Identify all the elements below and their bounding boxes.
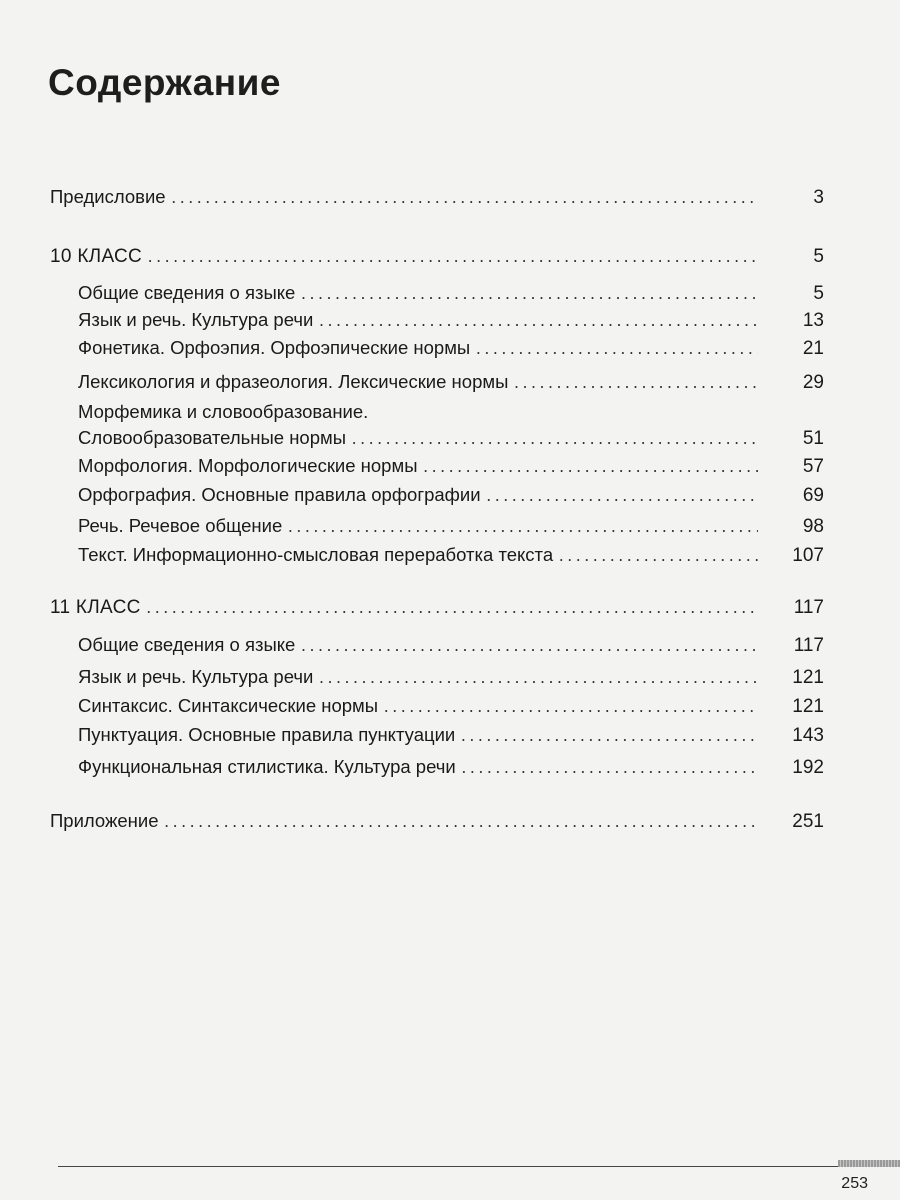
toc-entry-label: Язык и речь. Культура речи	[78, 309, 314, 330]
toc-entry-page: 251	[792, 811, 824, 832]
dot-leader	[301, 634, 758, 658]
toc-entry[interactable]	[78, 281, 824, 306]
toc-entry[interactable]	[78, 483, 824, 508]
toc-entry-page: 5	[813, 246, 824, 267]
toc-entry-label: Общие сведения о языке	[78, 634, 296, 655]
toc-entry-page: 121	[792, 667, 824, 688]
page-number: 253	[841, 1175, 868, 1192]
dot-leader	[165, 810, 758, 834]
dot-leader	[462, 756, 758, 780]
toc-entry-page: 21	[802, 338, 824, 359]
toc-entry[interactable]	[78, 370, 824, 395]
toc-entry-page: 98	[802, 516, 824, 537]
dot-leader	[319, 309, 758, 333]
toc-entry[interactable]	[78, 665, 824, 690]
toc-entry[interactable]	[78, 633, 824, 658]
toc-entry-page: 13	[802, 310, 824, 331]
footer-bar	[838, 1160, 900, 1167]
toc-entry-page: 57	[802, 456, 824, 477]
toc-entry[interactable]	[78, 514, 824, 539]
dot-leader	[148, 245, 758, 269]
toc-entry-label: Синтаксис. Синтаксические нормы	[78, 695, 379, 716]
dot-leader	[461, 724, 758, 748]
toc-entry-page: 69	[802, 485, 824, 506]
toc-entry[interactable]	[78, 336, 824, 361]
dot-leader	[172, 186, 758, 210]
page-title: Содержание	[48, 62, 281, 103]
toc-entry-label: Орфография. Основные правила орфографии	[78, 484, 481, 505]
toc-entry[interactable]	[78, 308, 824, 333]
toc-section-label: 11 КЛАСС	[50, 597, 141, 618]
toc-entry[interactable]	[78, 694, 824, 719]
toc-section-grade-11[interactable]	[50, 596, 824, 620]
dot-leader	[319, 666, 758, 690]
toc-entry-page: 107	[792, 545, 824, 566]
footer-rule	[58, 1166, 838, 1167]
toc-entry-page: 51	[802, 428, 824, 449]
toc-entry-page: 121	[792, 696, 824, 717]
toc-entry-label: Фонетика. Орфоэпия. Орфоэпические нормы	[78, 337, 471, 358]
dot-leader	[559, 544, 758, 568]
toc-entry-page: 5	[813, 283, 824, 304]
toc-entry-label: Общие сведения о языке	[78, 282, 296, 303]
dot-leader	[476, 337, 758, 361]
dot-leader	[384, 695, 758, 719]
toc-entry[interactable]	[78, 723, 824, 748]
toc-entry-label: Морфология. Морфологические нормы	[78, 455, 418, 476]
toc-entry-label-line1: Морфемика и словообразование.	[78, 401, 369, 422]
toc-entry[interactable]	[78, 426, 824, 451]
toc-entry[interactable]	[78, 543, 824, 568]
dot-leader	[514, 371, 758, 395]
toc-entry-appendix[interactable]	[50, 809, 824, 834]
toc-entry-label: Функциональная стилистика. Культура речи	[78, 756, 456, 777]
toc-entry-label: Предисловие	[50, 186, 166, 207]
dot-leader	[487, 484, 758, 508]
toc-entry-page: 29	[802, 372, 824, 393]
toc-entry-label: Словообразовательные нормы	[78, 427, 347, 448]
dot-leader	[147, 596, 758, 620]
dot-leader	[288, 515, 758, 539]
toc-section-label: 10 КЛАСС	[50, 246, 143, 267]
toc-entry-page: 3	[813, 187, 824, 208]
toc-entry-label: Язык и речь. Культура речи	[78, 666, 314, 687]
toc-entry-label: Лексикология и фразеология. Лексические нормы	[78, 371, 509, 392]
dot-leader	[424, 455, 759, 479]
toc-entry-page: 192	[792, 757, 824, 778]
toc-entry-label: Пунктуация. Основные правила пунктуации	[78, 724, 456, 745]
toc-entry-label: Речь. Речевое общение	[78, 515, 283, 536]
toc-entry-page: 117	[793, 597, 824, 618]
dot-leader	[301, 282, 758, 306]
toc-section-grade-10[interactable]	[50, 245, 824, 269]
toc-entry-label: Приложение	[50, 810, 159, 831]
toc-entry-label: Текст. Информационно-смысловая переработка текста	[78, 544, 554, 565]
toc-entry[interactable]	[78, 454, 824, 479]
toc-entry-preface[interactable]	[50, 185, 824, 210]
toc-entry-page: 143	[792, 725, 824, 746]
toc-entry[interactable]	[78, 755, 824, 780]
toc-entry-page: 117	[793, 635, 824, 656]
dot-leader	[352, 427, 758, 451]
